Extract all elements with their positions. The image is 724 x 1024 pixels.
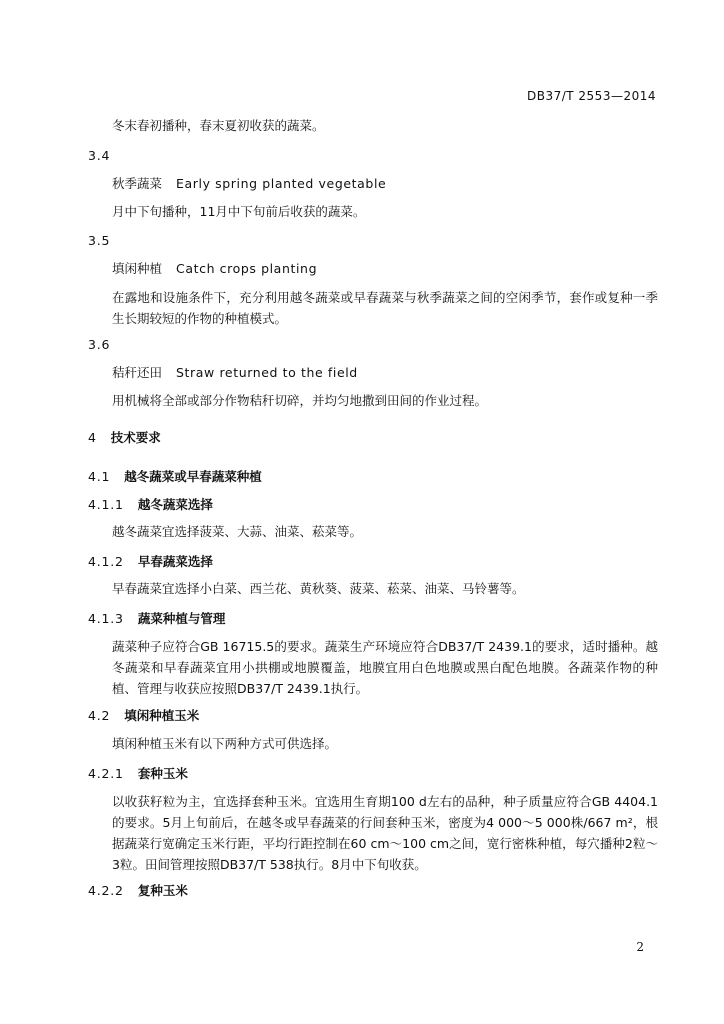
paragraph-text: 以收获籽粒为主，宜选择套种玉米。宜选用生育期100 d左右的品种，种子质量应符合GB 4404.1的要求。5月上旬前后，在越冬或早春蔬菜的行间套种玉米，密度为4 000～5 000株/667 m²，根据蔬菜行宽确定玉米行距，平均行距控制在60 cm～100 cm之间，宽行密株种植，每穴播种2粒～3粒。田间管理按照DB37/T 538执行。8月中下旬收获。: [112, 794, 658, 872]
definition-text: 月中下旬播种，11月中下旬前后收获的蔬菜。: [112, 204, 366, 219]
clause-number-text: 3.4: [88, 148, 111, 163]
section-heading: [88, 430, 658, 446]
clause-number-text: 3.5: [88, 233, 111, 248]
clause-number: [88, 148, 658, 164]
section-number: 4.2.2: [88, 883, 124, 898]
section-heading: [88, 554, 658, 570]
section-heading: [88, 469, 658, 485]
section-number: 4.1: [88, 469, 111, 484]
body-text: 填闲种植玉米有以下两种方式可供选择。: [112, 736, 338, 751]
term-english: Straw returned to the field: [176, 365, 358, 380]
term-entry: [112, 365, 682, 381]
section-heading: [88, 497, 658, 513]
term-english: Early spring planted vegetable: [176, 176, 387, 191]
term-entry: [112, 261, 682, 277]
definition-text: 冬末春初播种，春末夏初收获的蔬菜。: [112, 118, 325, 133]
section-number: 4.1.3: [88, 611, 124, 626]
term-chinese: 秸秆还田: [112, 365, 163, 380]
section-title: 早春蔬菜选择: [137, 554, 213, 569]
section-number: 4.1.1: [88, 497, 124, 512]
term-english: Catch crops planting: [176, 261, 318, 276]
section-title: 越冬蔬菜选择: [137, 497, 213, 512]
clause-number: [88, 337, 658, 353]
section-heading: [88, 708, 658, 724]
paragraph-text: 在露地和设施条件下，充分利用越冬蔬菜或早春蔬菜与秋季蔬菜之间的空闲季节，套作或复种一季生长期较短的作物的种植模式。: [112, 290, 658, 326]
section-title: 越冬蔬菜或早春蔬菜种植: [124, 469, 262, 484]
section-title: 套种玉米: [137, 766, 188, 781]
standard-code: DB37/T 2553—2014: [526, 89, 656, 103]
definition-text: 用机械将全部或部分作物秸秆切碎，并均匀地撒到田间的作业过程。: [112, 393, 488, 408]
clause-number: [88, 233, 658, 249]
section-title: 复种玉米: [137, 883, 188, 898]
body-paragraph: [88, 636, 658, 699]
section-number: 4.2: [88, 708, 111, 723]
paragraph-text: 蔬菜种子应符合GB 16715.5的要求。蔬菜生产环境应符合DB37/T 2439.1的要求，适时播种。越冬蔬菜和早春蔬菜宜用小拱棚或地膜覆盖，地膜宜用白色地膜或黑白配色地膜。各蔬菜作物的种植、管理与收获应按照DB37/T 2439.1执行。: [112, 639, 658, 696]
term-chinese: 秋季蔬菜: [112, 176, 163, 191]
section-title: 技术要求: [110, 430, 161, 445]
body-paragraph: [88, 791, 658, 875]
section-heading: [88, 766, 658, 782]
clause-number-text: 3.6: [88, 337, 111, 352]
term-chinese: 填闲种植: [112, 261, 163, 276]
definition-paragraph: [88, 287, 658, 329]
term-entry: [112, 176, 682, 192]
page-number: 2: [636, 940, 644, 954]
section-number: 4.1.2: [88, 554, 124, 569]
section-number: 4.2.1: [88, 766, 124, 781]
section-number: 4: [88, 430, 97, 445]
section-heading: [88, 611, 658, 627]
body-text: 越冬蔬菜宜选择菠菜、大蒜、油菜、菘菜等。: [112, 524, 363, 539]
section-title: 蔬菜种植与管理: [137, 611, 226, 626]
section-title: 填闲种植玉米: [124, 708, 200, 723]
body-text: 早春蔬菜宜选择小白菜、西兰花、黄秋葵、菠菜、菘菜、油菜、马铃薯等。: [112, 581, 525, 596]
section-heading: [88, 883, 658, 899]
